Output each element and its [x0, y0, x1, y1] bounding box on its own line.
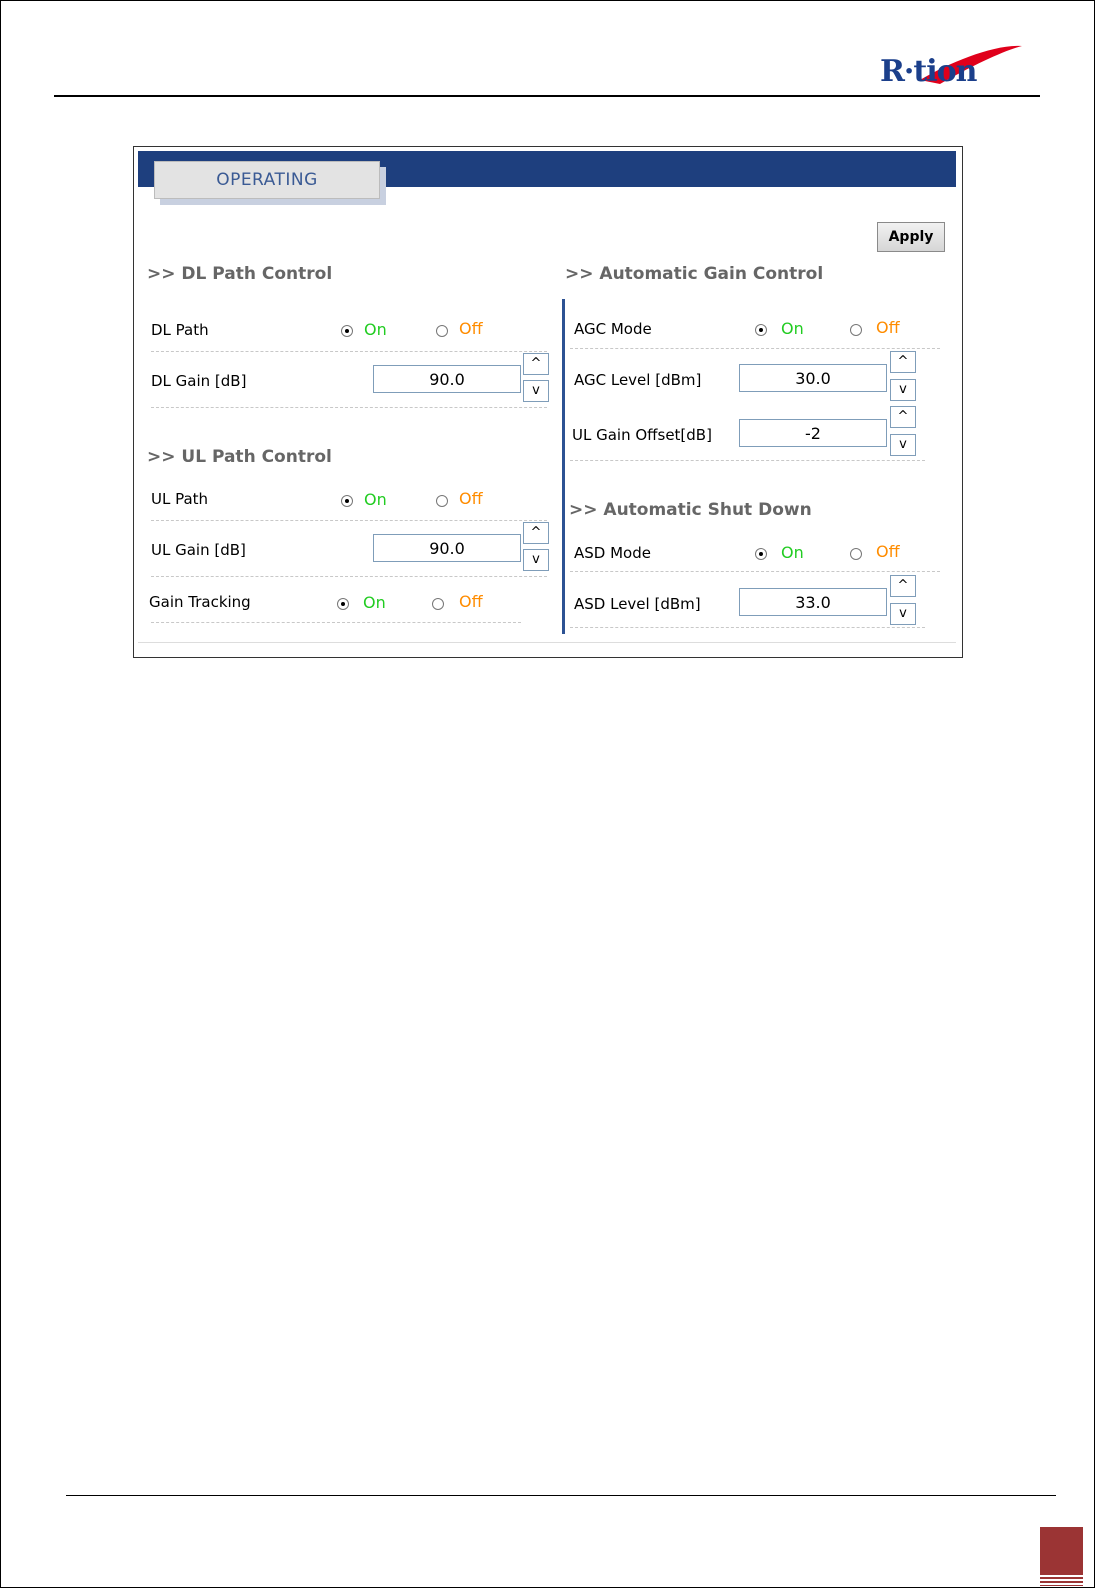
dl-path-off-label[interactable]: Off — [459, 319, 483, 338]
agc-mode-off-radio[interactable] — [850, 324, 862, 336]
ul-gain-offset-up-button[interactable]: ^ — [890, 406, 916, 428]
gain-tracking-label: Gain Tracking — [149, 593, 251, 611]
ul-path-on-radio[interactable] — [341, 495, 353, 507]
dl-gain-down-button[interactable]: v — [523, 380, 549, 402]
asd-level-input[interactable] — [739, 588, 887, 616]
asd-mode-on-label[interactable]: On — [781, 543, 804, 562]
tab-operating-label: OPERATING — [216, 170, 318, 190]
dl-path-on-label[interactable]: On — [364, 320, 387, 339]
asd-level-down-button[interactable]: v — [890, 603, 916, 625]
agc-mode-off-label[interactable]: Off — [876, 318, 900, 337]
ul-gain-label: UL Gain [dB] — [151, 541, 246, 559]
ul-path-control-title: >> UL Path Control — [147, 447, 332, 467]
apply-button[interactable]: Apply — [877, 222, 945, 252]
agc-level-input[interactable] — [739, 364, 887, 392]
asd-mode-off-label[interactable]: Off — [876, 542, 900, 561]
row-divider — [570, 571, 940, 572]
ul-gain-offset-label: UL Gain Offset[dB] — [572, 426, 712, 444]
ul-gain-offset-input[interactable] — [739, 419, 887, 447]
asd-mode-off-radio[interactable] — [850, 548, 862, 560]
dl-path-control-title: >> DL Path Control — [147, 264, 333, 284]
gain-tracking-on-radio[interactable] — [337, 598, 349, 610]
dl-path-label: DL Path — [151, 321, 209, 339]
footer-rule — [66, 1495, 1056, 1496]
ul-path-on-label[interactable]: On — [364, 490, 387, 509]
asd-mode-on-radio[interactable] — [755, 548, 767, 560]
dl-path-on-radio[interactable] — [341, 325, 353, 337]
row-divider — [570, 348, 940, 349]
tab-operating[interactable] — [154, 161, 380, 199]
ul-path-label: UL Path — [151, 490, 209, 508]
row-divider — [151, 576, 547, 577]
gain-tracking-off-radio[interactable] — [432, 598, 444, 610]
ul-gain-input[interactable] — [373, 534, 521, 562]
agc-mode-on-label[interactable]: On — [781, 319, 804, 338]
column-divider — [562, 299, 565, 634]
dl-gain-input[interactable] — [373, 365, 521, 393]
row-divider — [151, 622, 521, 623]
row-divider — [570, 627, 925, 628]
agc-mode-on-radio[interactable] — [755, 324, 767, 336]
dl-gain-up-button[interactable]: ^ — [523, 353, 549, 375]
page-number-tab-stripes — [1040, 1573, 1083, 1586]
logo-text: R·tion — [880, 54, 977, 89]
agc-level-down-button[interactable]: v — [890, 379, 916, 401]
ul-gain-up-button[interactable]: ^ — [523, 522, 549, 544]
asd-mode-label: ASD Mode — [574, 544, 651, 562]
row-divider — [151, 407, 547, 408]
agc-level-label: AGC Level [dBm] — [574, 371, 702, 389]
agc-mode-label: AGC Mode — [574, 320, 652, 338]
row-divider — [151, 520, 547, 521]
ul-path-off-label[interactable]: Off — [459, 489, 483, 508]
gain-tracking-on-label[interactable]: On — [363, 593, 386, 612]
ul-gain-down-button[interactable]: v — [523, 549, 549, 571]
operating-panel — [133, 146, 963, 658]
header-rule — [54, 95, 1040, 97]
gain-tracking-off-label[interactable]: Off — [459, 592, 483, 611]
agc-level-up-button[interactable]: ^ — [890, 351, 916, 373]
row-divider — [151, 351, 547, 352]
page-number-tab — [1040, 1527, 1083, 1573]
ul-path-off-radio[interactable] — [436, 495, 448, 507]
rtion-logo — [880, 40, 1030, 90]
dl-path-off-radio[interactable] — [436, 325, 448, 337]
panel-bottom-rule — [138, 642, 956, 643]
row-divider — [570, 460, 925, 461]
asd-level-label: ASD Level [dBm] — [574, 595, 701, 613]
asd-level-up-button[interactable]: ^ — [890, 575, 916, 597]
ul-gain-offset-down-button[interactable]: v — [890, 434, 916, 456]
dl-gain-label: DL Gain [dB] — [151, 372, 247, 390]
agc-title: >> Automatic Gain Control — [565, 264, 824, 284]
asd-title: >> Automatic Shut Down — [569, 500, 812, 520]
